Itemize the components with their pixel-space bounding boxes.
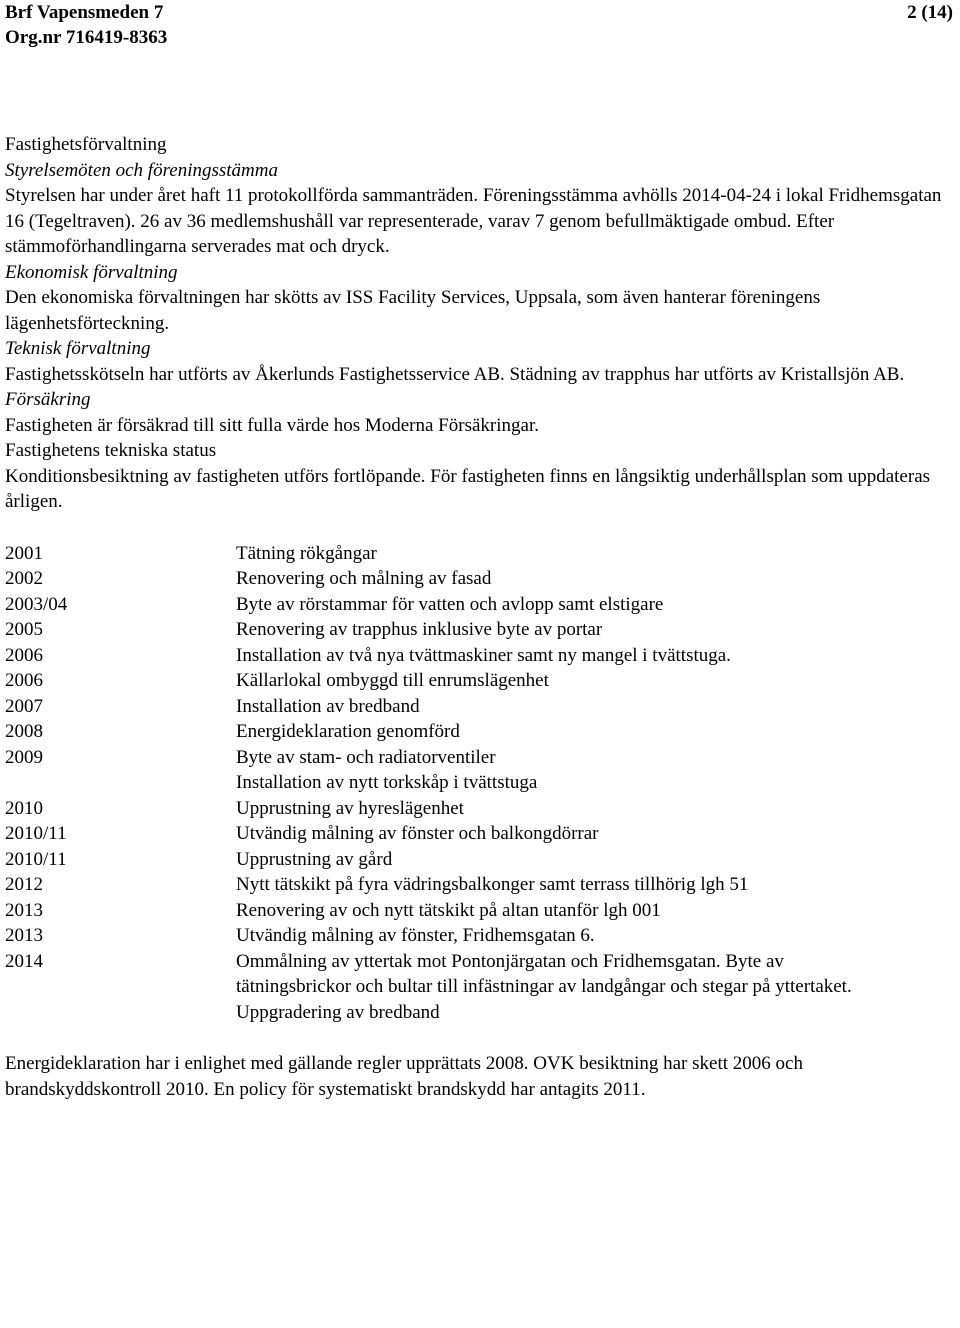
maintenance-timeline [5, 541, 960, 1026]
timeline-year: 2013 [5, 925, 43, 946]
timeline-description [236, 745, 960, 796]
timeline-row [5, 745, 960, 796]
timeline-description [236, 923, 960, 949]
timeline-item: Upprustning av gård [236, 848, 393, 870]
timeline-description [236, 694, 960, 720]
timeline-year: 2002 [5, 568, 43, 589]
timeline-year: 2008 [5, 721, 43, 742]
timeline-year: 2006 [5, 670, 43, 691]
timeline-description [236, 898, 960, 924]
timeline-row [5, 617, 960, 643]
timeline-description [236, 592, 960, 618]
timeline-item: Nytt tätskikt på fyra vädringsbalkonger samt terrass tillhörig lgh 51 [236, 874, 749, 895]
timeline-item: Uppgradering av bredband [236, 1001, 440, 1023]
timeline-description [236, 872, 960, 898]
page-number: 2 (14) [907, 2, 953, 23]
paragraph-footer: Energideklaration har i enlighet med gällande regler upprättats 2008. OVK besiktning har skett 2006 och brandskyddskontroll 2010. En policy för systematiskt brandskydd har antagits 2011. [5, 1053, 803, 1100]
timeline-description [236, 796, 960, 822]
timeline-row [5, 694, 960, 720]
section-title-property-management: Fastighetsförvaltning [5, 134, 167, 155]
timeline-item: Renovering av och nytt tätskikt på altan utanför lgh 001 [236, 899, 661, 921]
timeline-row [5, 923, 960, 949]
association-name: Brf Vapensmeden 7 [5, 2, 164, 23]
timeline-year: 2007 [5, 695, 43, 717]
timeline-row [5, 847, 960, 873]
timeline-row [5, 872, 960, 898]
timeline-item: Installation av nytt torkskåp i tvättstuga [236, 772, 538, 793]
timeline-item: Utvändig målning av fönster, Fridhemsgatan 6. [236, 925, 595, 946]
timeline-description [236, 668, 960, 694]
timeline-item: Byte av rörstammar för vatten och avlopp samt elstigare [236, 593, 664, 615]
timeline-item: Utvändig målning av fönster och balkongdörrar [236, 823, 599, 844]
paragraph-economic-management: Den ekonomiska förvaltningen har skötts av ISS Facility Services, Uppsala, som även hanterar föreningens lägenhetsförteckning. [5, 287, 821, 334]
timeline-year: 2003/04 [5, 593, 68, 615]
heading-board-meetings: Styrelsemöten och föreningsstämma [5, 159, 278, 181]
timeline-row [5, 643, 960, 669]
paragraph-technical-management: Fastighetsskötseln har utförts av Åkerlunds Fastighetsservice AB. Städning av trapphus har utförts av Kristallsjön AB. [5, 363, 905, 385]
timeline-description [236, 949, 960, 1026]
timeline-year: 2005 [5, 619, 43, 640]
paragraph-insurance: Fastigheten är försäkrad till sitt fulla värde hos Moderna Försäkringar. [5, 414, 539, 436]
timeline-description [236, 566, 960, 592]
heading-technical-management: Teknisk förvaltning [5, 338, 151, 359]
heading-insurance: Försäkring [5, 389, 91, 410]
heading-economic-management: Ekonomisk förvaltning [5, 261, 178, 283]
timeline-year: 2012 [5, 874, 43, 895]
timeline-row [5, 668, 960, 694]
timeline-description [236, 847, 960, 873]
timeline-item: Energideklaration genomförd [236, 721, 460, 742]
timeline-year: 2006 [5, 644, 43, 666]
timeline-year: 2010/11 [5, 848, 67, 870]
timeline-row [5, 541, 960, 567]
timeline-item: Installation av två nya tvättmaskiner samt ny mangel i tvättstuga. [236, 644, 731, 666]
timeline-row [5, 796, 960, 822]
timeline-item: Renovering av trapphus inklusive byte av portar [236, 619, 603, 640]
timeline-year: 2009 [5, 746, 43, 768]
paragraph-technical-status: Konditionsbesiktning av fastigheten utförs fortlöpande. För fastigheten finns en långsiktig underhållsplan som uppdateras årligen. [5, 465, 931, 512]
timeline-year: 2014 [5, 950, 43, 972]
timeline-year: 2010/11 [5, 823, 67, 844]
timeline-row [5, 898, 960, 924]
timeline-item: Byte av stam- och radiatorventiler [236, 746, 496, 768]
timeline-year: 2010 [5, 797, 43, 819]
timeline-item: Installation av bredband [236, 695, 420, 717]
timeline-row [5, 719, 960, 745]
timeline-row [5, 821, 960, 847]
timeline-description [236, 719, 960, 745]
timeline-item: Tätning rökgångar [236, 542, 377, 564]
timeline-description [236, 541, 960, 567]
timeline-description [236, 821, 960, 847]
timeline-item: Ommålning av yttertak mot Pontonjärgatan och Fridhemsgatan. Byte av tätningsbrickor och bultar till infästningar av landgångar och stegar på yttertaket. [236, 950, 852, 997]
paragraph-board-meetings: Styrelsen har under året haft 11 protokollförda sammanträden. Föreningsstämma avhölls 2014-04-24 i lokal Fridhemsgatan 16 (Tegeltraven). 26 av 36 medlemshushåll var representerade, varav 7 genom befullmäktigade ombud. Efter stämmoförhandlingarna serverades mat och dryck. [5, 185, 942, 257]
document-body [5, 132, 960, 1102]
timeline-row [5, 592, 960, 618]
org-number: Org.nr 716419-8363 [5, 27, 168, 48]
timeline-year: 2001 [5, 542, 43, 564]
timeline-item: Upprustning av hyreslägenhet [236, 797, 464, 819]
timeline-year: 2013 [5, 899, 43, 921]
timeline-description [236, 643, 960, 669]
timeline-row [5, 949, 960, 1026]
timeline-item: Källarlokal ombyggd till enrumslägenhet [236, 670, 549, 691]
page-header [5, 0, 953, 50]
timeline-description [236, 617, 960, 643]
heading-technical-status: Fastighetens tekniska status [5, 440, 217, 461]
timeline-item: Renovering och målning av fasad [236, 568, 492, 589]
timeline-row [5, 566, 960, 592]
